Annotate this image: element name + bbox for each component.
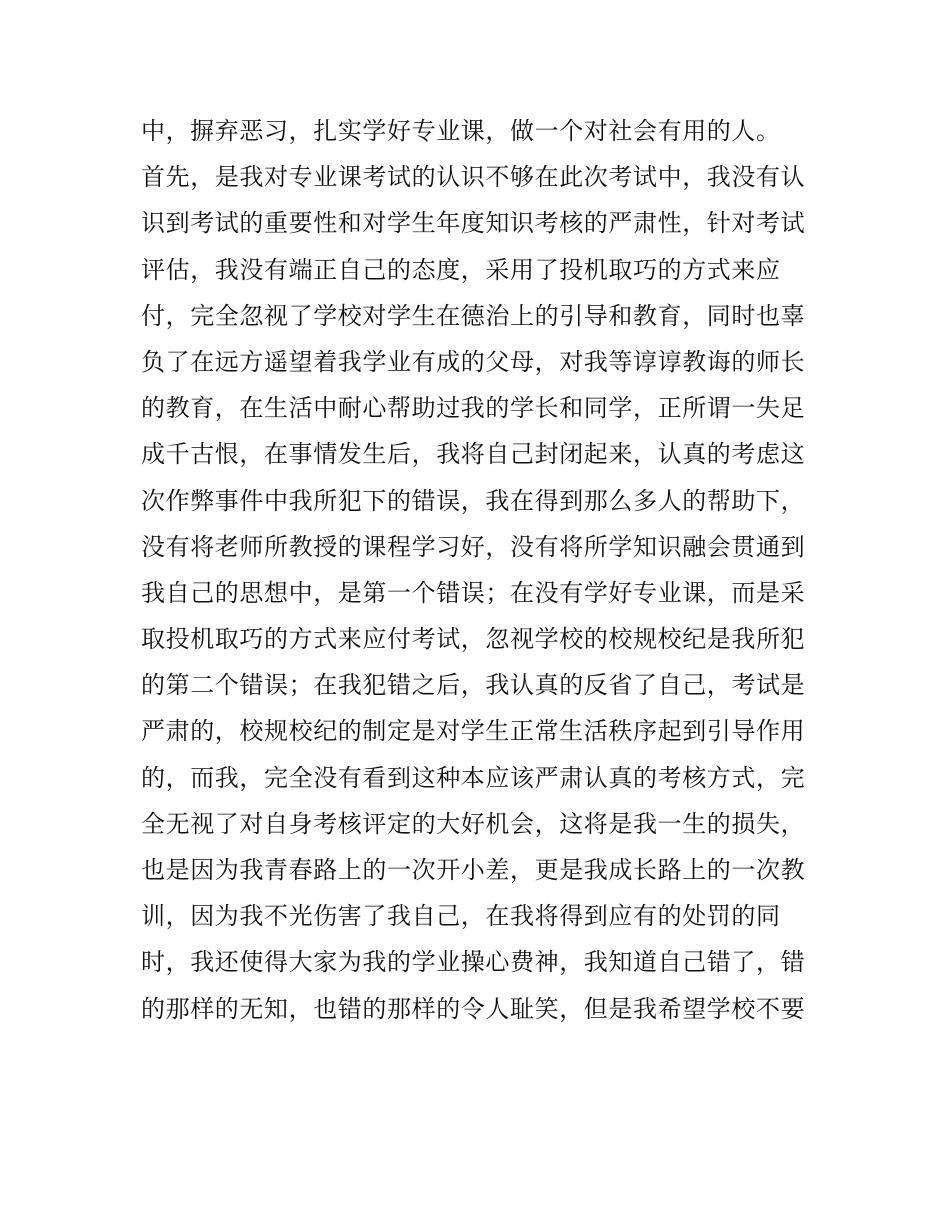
text-line: 付，完全忽视了学校对学生在德治上的引导和教育，同时也辜 bbox=[141, 301, 806, 330]
text-line: 识到考试的重要性和对学生年度知识考核的严肃性，针对考试 bbox=[141, 209, 806, 238]
text-line: 成千古恨，在事情发生后，我将自己封闭起来，认真的考虑这 bbox=[141, 440, 806, 469]
text-line: 时，我还使得大家为我的学业操心费神，我知道自己错了，错 bbox=[141, 948, 806, 977]
text-line: 负了在远方遥望着我学业有成的父母，对我等谆谆教诲的师长 bbox=[141, 347, 806, 376]
text-line: 中，摒弃恶习，扎实学好专业课，做一个对社会有用的人。 bbox=[141, 117, 781, 145]
text-line: 的，而我，完全没有看到这种本应该严肃认真的考核方式，完 bbox=[141, 763, 806, 792]
text-line: 我自己的思想中，是第一个错误；在没有学好专业课，而是采 bbox=[141, 578, 806, 607]
text-line: 训，因为我不光伤害了我自己，在我将得到应有的处罚的同 bbox=[141, 902, 781, 931]
text-line: 的那样的无知，也错的那样的令人耻笑，但是我希望学校不要 bbox=[141, 994, 806, 1023]
text-line: 的教育，在生活中耐心帮助过我的学长和同学，正所谓一失足 bbox=[141, 394, 806, 423]
text-line: 首先，是我对专业课考试的认识不够在此次考试中，我没有认 bbox=[141, 163, 806, 192]
text-line: 评估，我没有端正自己的态度，采用了投机取巧的方式来应 bbox=[141, 255, 781, 284]
text-line: 全无视了对自身考核评定的大好机会，这将是我一生的损失， bbox=[141, 809, 806, 838]
text-line: 的第二个错误；在我犯错之后，我认真的反省了自己，考试是 bbox=[141, 671, 806, 700]
text-line: 取投机取巧的方式来应付考试，忽视学校的校规校纪是我所犯 bbox=[141, 625, 806, 654]
text-line: 次作弊事件中我所犯下的错误，我在得到那么多人的帮助下， bbox=[141, 486, 806, 515]
body-text bbox=[141, 108, 821, 1032]
text-line: 严肃的，校规校纪的制定是对学生正常生活秩序起到引导作用 bbox=[141, 717, 806, 746]
text-line: 也是因为我青春路上的一次开小差，更是我成长路上的一次教 bbox=[141, 856, 806, 884]
text-line: 没有将老师所教授的课程学习好，没有将所学知识融会贯通到 bbox=[141, 532, 806, 561]
